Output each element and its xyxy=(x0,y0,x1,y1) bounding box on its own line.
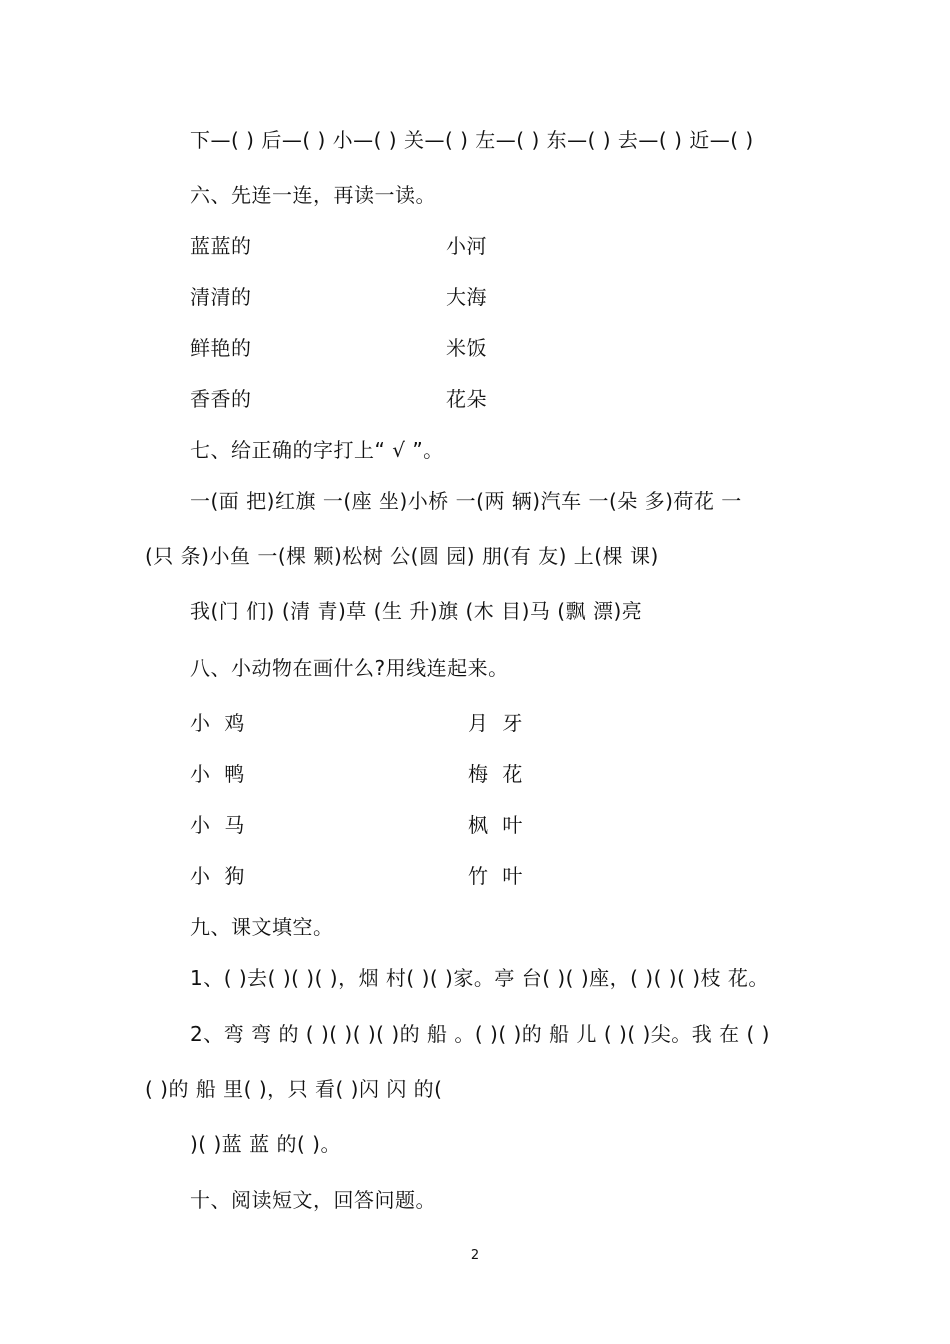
section8-left-1: 小 鸡 xyxy=(190,711,249,735)
section6-right-1: 小河 xyxy=(446,234,487,258)
section8-left-2: 小 鸭 xyxy=(190,762,249,786)
section6-left-4: 香香的 xyxy=(190,387,252,411)
page-number: 2 xyxy=(470,1248,480,1263)
opposites-line: 下—( ) 后—( ) 小—( ) 关—( ) 左—( ) 东—( ) 去—( ) 近—( ) xyxy=(190,128,754,152)
section8-right-2: 梅 花 xyxy=(468,762,527,786)
section9-title: 九、课文填空。 xyxy=(190,915,334,939)
section7-line1: 一(面 把)红旗 一(座 坐)小桥 一(两 辆)汽车 一(朵 多)荷花 一 xyxy=(190,489,742,513)
section8-right-3: 枫 叶 xyxy=(468,813,527,837)
section6-right-2: 大海 xyxy=(446,285,487,309)
section6-right-3: 米饭 xyxy=(446,336,487,360)
section6-right-4: 花朵 xyxy=(446,387,487,411)
section8-left-4: 小 狗 xyxy=(190,864,249,888)
section9-q2-line1: 2、弯 弯 的 ( )( )( )( )的 船 。( )( )的 船 儿 ( )( )尖。我 在 ( ) xyxy=(190,1022,770,1046)
section8-right-4: 竹 叶 xyxy=(468,864,527,888)
section6-left-2: 清清的 xyxy=(190,285,252,309)
section8-right-1: 月 牙 xyxy=(468,711,527,735)
section8-title: 八、小动物在画什么?用线连起来。 xyxy=(190,656,509,680)
section7-line2: (只 条)小鱼 一(棵 颗)松树 公(圆 园) 朋(有 友) 上(棵 课) xyxy=(145,544,659,568)
section9-q2-line3: )( )蓝 蓝 的( )。 xyxy=(190,1132,341,1156)
section8-left-3: 小 马 xyxy=(190,813,249,837)
section6-left-3: 鲜艳的 xyxy=(190,336,252,360)
section7-line3: 我(门 们) (清 青)草 (生 升)旗 (木 目)马 (飘 漂)亮 xyxy=(190,599,643,623)
section10-title: 十、阅读短文，回答问题。 xyxy=(190,1188,436,1212)
section9-q1: 1、( )去( )( )( )，烟 村( )( )家。亭 台( )( )座，( )( )( )枝 花。 xyxy=(190,966,769,990)
section9-q2-line2: ( )的 船 里( )，只 看( )闪 闪 的( xyxy=(145,1077,443,1101)
section7-title: 七、给正确的字打上“ √ ”。 xyxy=(190,438,444,462)
section6-title: 六、先连一连，再读一读。 xyxy=(190,183,436,207)
section6-left-1: 蓝蓝的 xyxy=(190,234,252,258)
